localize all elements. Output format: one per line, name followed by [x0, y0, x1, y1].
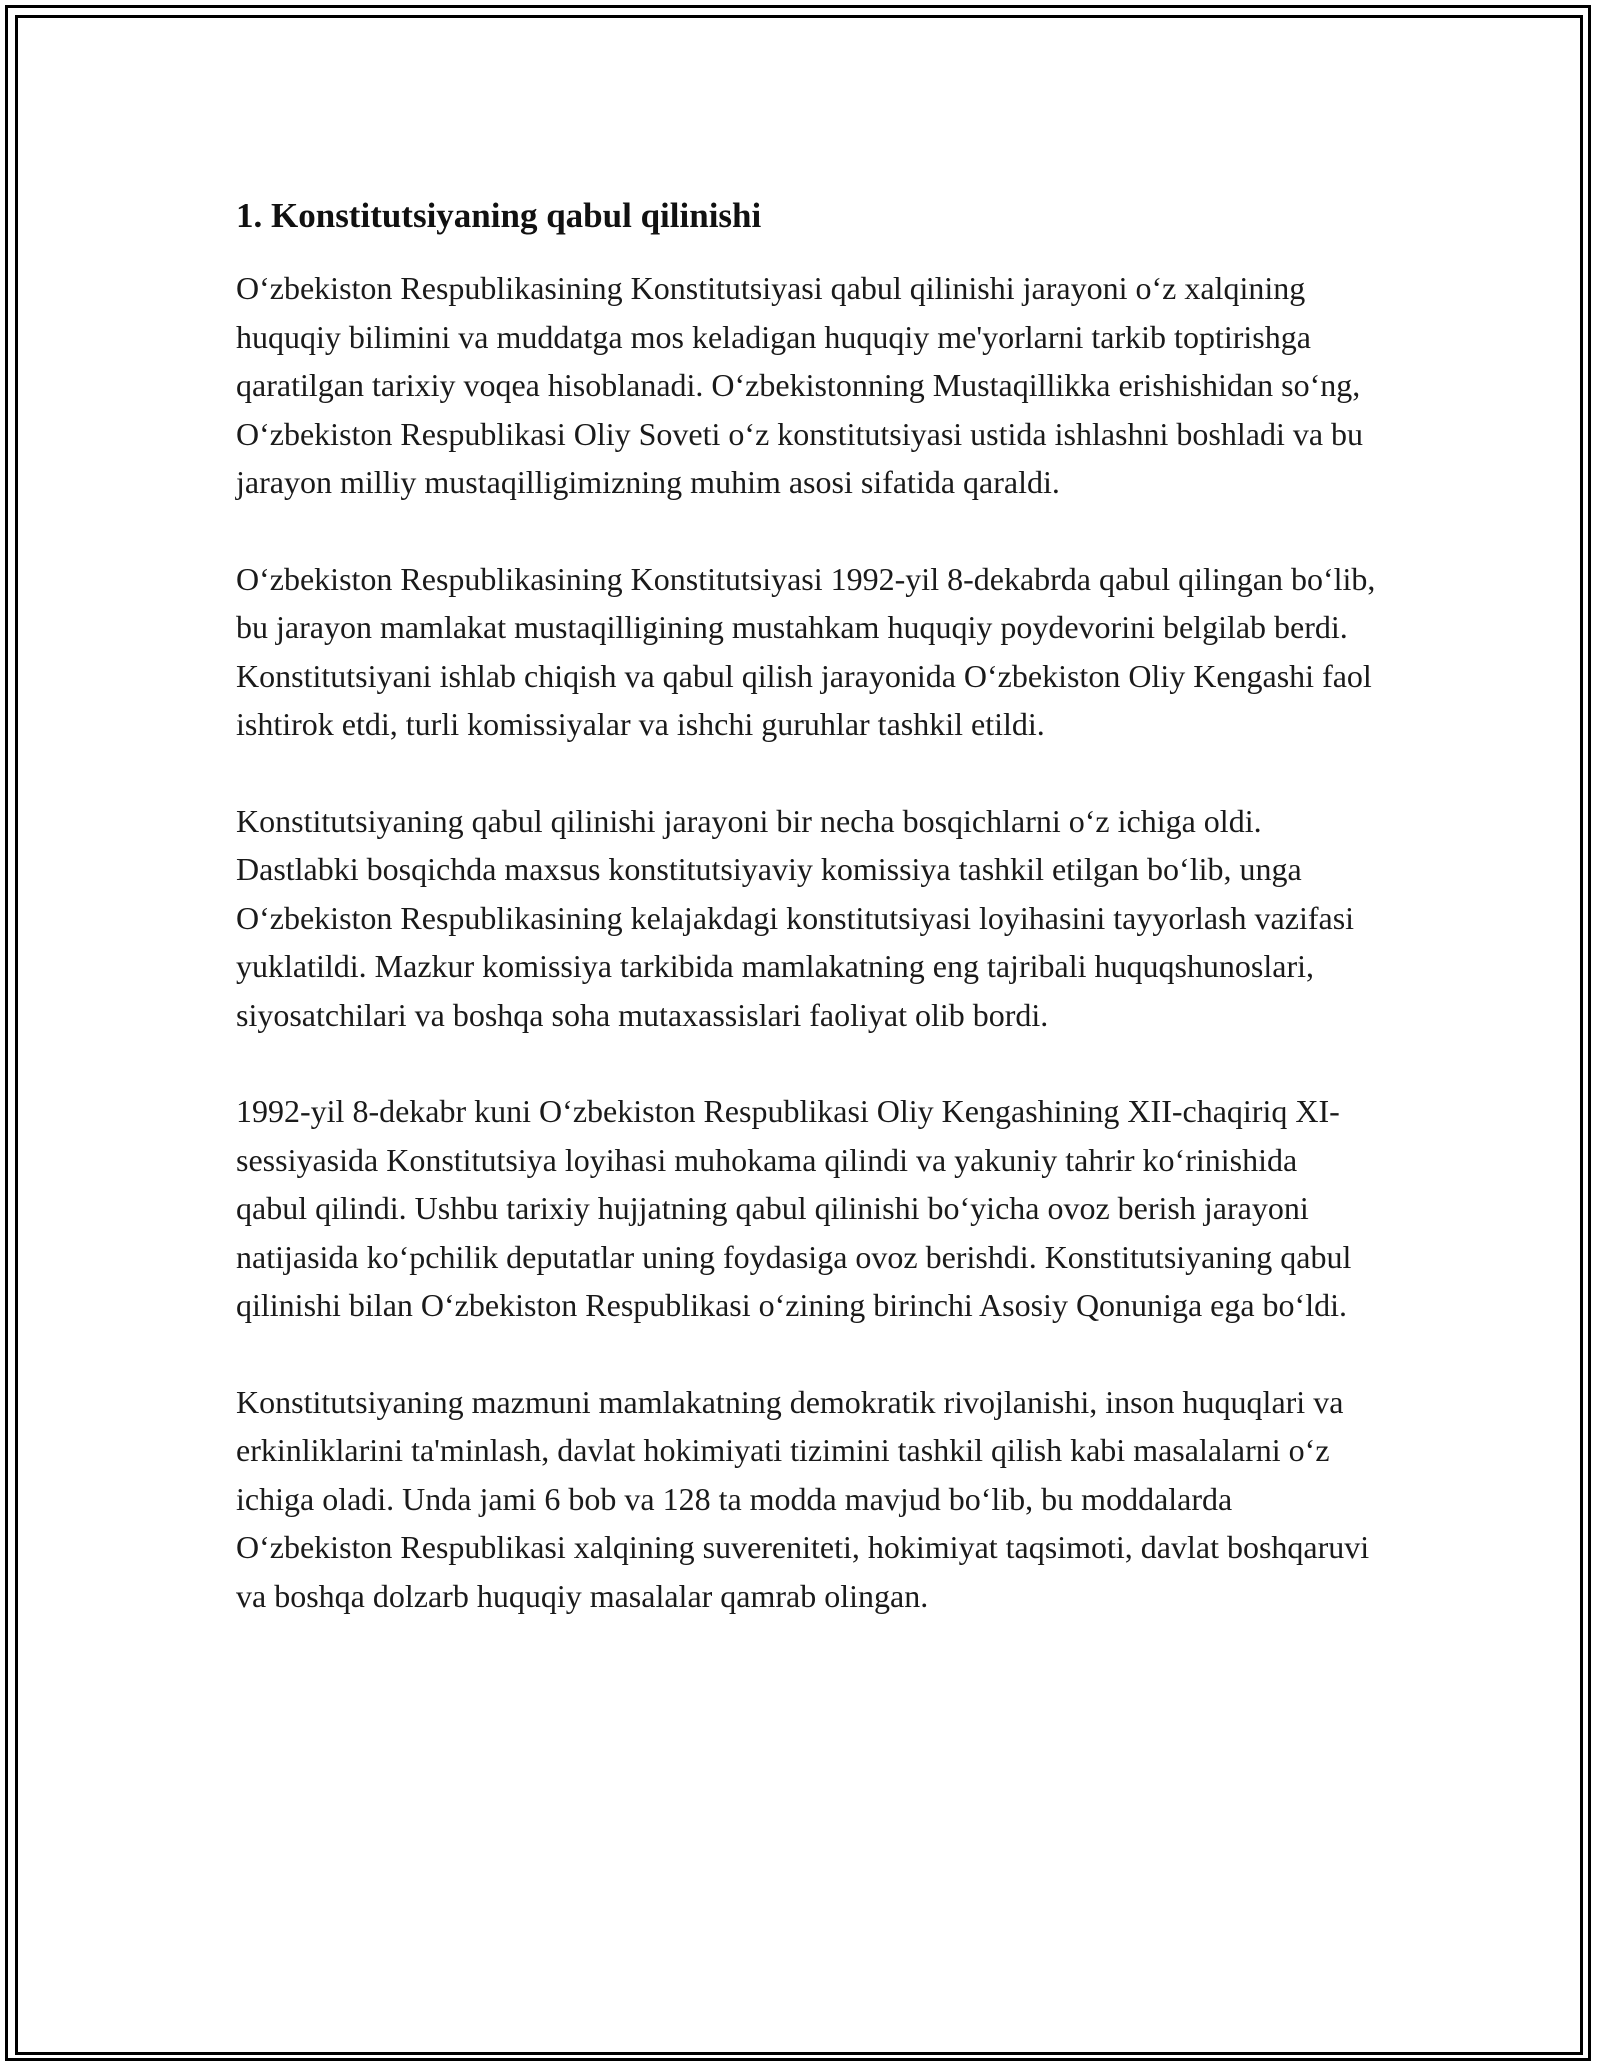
paragraph-3: Konstitutsiyaning qabul qilinishi jarayoni bir necha bosqichlarni o‘z ichiga oldi. Dastlabki bosqichda maxsus konstitutsiyaviy komissiya tashkil etilgan bo‘lib, unga O‘zbekiston Respublikasining kelajakdagi konstitutsiyasi loyihasini tayyorlash vazifasi yuklatildi. Mazkur komissiya tarkibida mamlakatning eng tajribali huquqshunoslari, siyosatchilari va boshqa soha mutaxassislari faoliyat olib bordi. — [236, 802, 1355, 1033]
section-heading: 1. Konstitutsiyaning qabul qilinishi — [236, 196, 762, 235]
paragraph-5: Konstitutsiyaning mazmuni mamlakatning demokratik rivojlanishi, inson huquqlari va erkinliklarini ta'minlash, davlat hokimiyati tizimini tashkil qilish kabi masalalarni o‘z ichiga oladi. Unda jami 6 bob va 128 ta modda mavjud bo‘lib, bu moddalarda O‘zbekiston Respublikasi xalqining suvereniteti, hokimiyat taqsimoti, davlat boshqaruvi va boshqa dolzarb huquqiy masalalar qamrab olingan. — [236, 1383, 1370, 1614]
document-body — [236, 188, 1376, 1668]
paragraph-4: 1992-yil 8-dekabr kuni O‘zbekiston Respublikasi Oliy Kengashining XII-chaqiriq XI-sessiyasida Konstitutsiya loyihasi muhokama qilindi va yakuniy tahrir ko‘rinishida qabul qilindi. Ushbu tarixiy hujjatning qabul qilinishi bo‘yicha ovoz berish jarayoni natijasida ko‘pchilik deputatlar uning foydasiga ovoz berishdi. Konstitutsiyaning qabul qilinishi bilan O‘zbekiston Respublikasi o‘zining birinchi Asosiy Qonuniga ega bo‘ldi. — [236, 1093, 1352, 1323]
paragraph-2: O‘zbekiston Respublikasining Konstitutsiyasi 1992-yil 8-dekabrda qabul qilingan bo‘lib, bu jarayon mamlakat mustaqilligining mustahkam huquqiy poydevorini belgilab berdi. Konstitutsiyani ishlab chiqish va qabul qilish jarayonida O‘zbekiston Oliy Kengashi faol ishtirok etdi, turli komissiyalar va ishchi guruhlar tashkil etildi. — [236, 560, 1376, 742]
paragraph-1: O‘zbekiston Respublikasining Konstitutsiyasi qabul qilinishi jarayoni o‘z xalqining huquqiy bilimini va muddatga mos keladigan huquqiy me'yorlarni tarkib toptirishga qaratilgan tarixiy voqea hisoblanadi. O‘zbekistonning Mustaqillikka erishishidan so‘ng, O‘zbekiston Respublikasi Oliy Soveti o‘z konstitutsiyasi ustida ishlashni boshladi va bu jarayon milliy mustaqilligimizning muhim asosi sifatida qaraldi. — [236, 270, 1364, 500]
